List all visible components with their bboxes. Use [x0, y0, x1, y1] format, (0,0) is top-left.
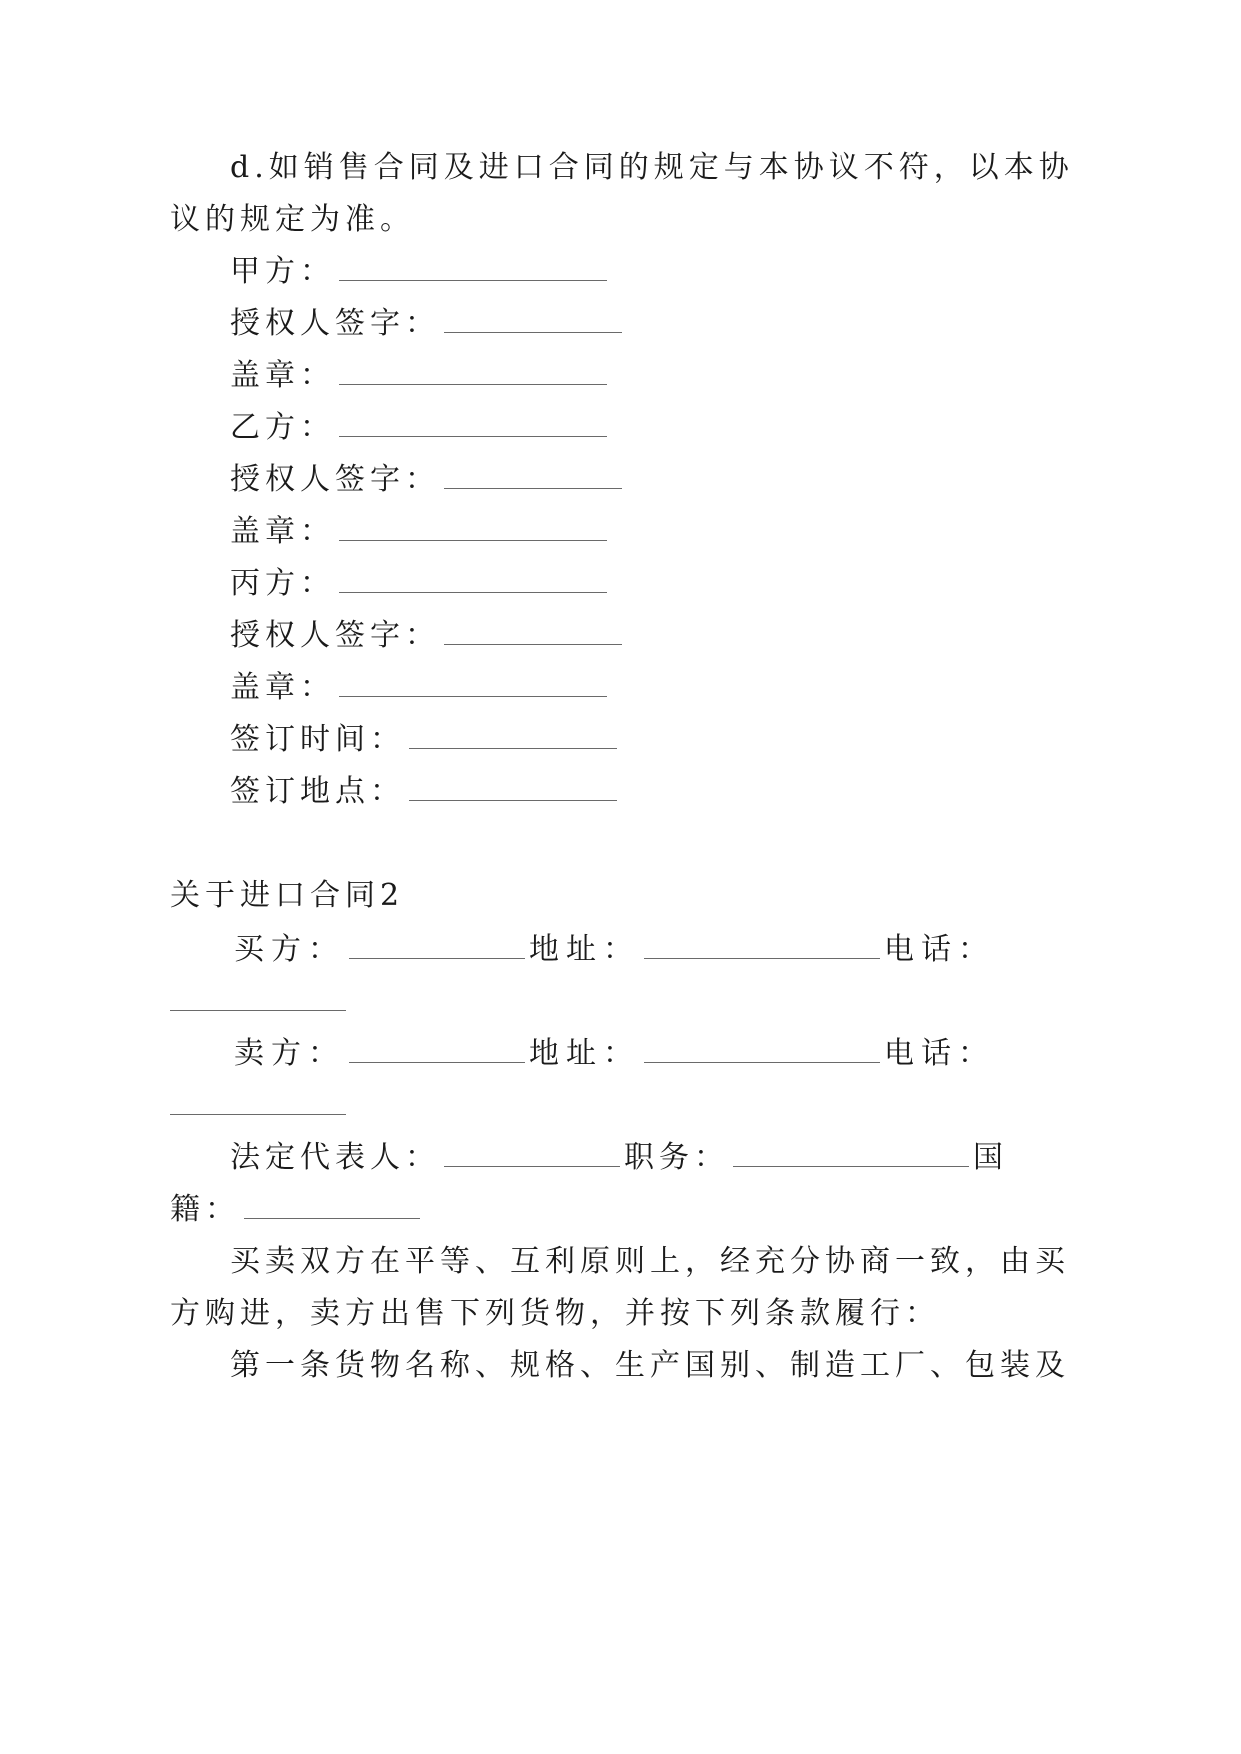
seller-line	[234, 1034, 995, 1074]
rep-label: 法定代表人：	[230, 1140, 440, 1175]
sig-label: 授权人签字：	[230, 306, 440, 341]
sig-date	[230, 720, 621, 760]
blank-line	[644, 1040, 880, 1063]
sig-label: 授权人签字：	[230, 618, 440, 653]
buyer-address-label: 地址：	[529, 932, 640, 967]
sig-authorized-b	[230, 460, 626, 500]
section-title: 关于进口合同2	[170, 878, 405, 913]
para-d-line-2: 议的规定为准。	[170, 202, 415, 237]
blank-line	[444, 310, 622, 333]
blank-line	[444, 466, 622, 489]
para-d-line-1: d.如销售合同及进口合同的规定与本协议不符，以本协	[230, 150, 1074, 185]
sig-place	[230, 772, 621, 812]
blank-line	[339, 258, 607, 281]
sig-seal-b	[230, 512, 611, 552]
sig-label: 盖章：	[230, 358, 335, 393]
blank-line	[733, 1144, 969, 1167]
blank-line	[444, 1144, 620, 1167]
blank-line	[339, 362, 607, 385]
seller-label: 卖方：	[234, 1036, 345, 1071]
para-intro-line-2: 方购进，卖方出售下列货物，并按下列条款履行：	[170, 1296, 940, 1331]
buyer-line	[234, 930, 995, 970]
blank-line	[244, 1196, 420, 1219]
blank-line	[349, 1040, 525, 1063]
article-1-line-1: 第一条货物名称、规格、生产国别、制造工厂、包装及	[230, 1348, 1070, 1383]
sig-authorized-a	[230, 304, 626, 344]
blank-line	[409, 726, 617, 749]
sig-label: 签订时间：	[230, 722, 405, 757]
sig-party-a	[230, 252, 611, 292]
blank-line	[409, 778, 617, 801]
sig-label: 授权人签字：	[230, 462, 440, 497]
buyer-label: 买方：	[234, 932, 345, 967]
blank-line	[644, 936, 880, 959]
blank-line	[339, 518, 607, 541]
blank-line	[339, 414, 607, 437]
rep-nation-label-2: 籍：	[170, 1192, 240, 1227]
seller-address-label: 地址：	[529, 1036, 640, 1071]
rep-line	[230, 1138, 1008, 1178]
sig-label: 乙方：	[230, 410, 335, 445]
buyer-phone-label: 电话：	[884, 932, 995, 967]
rep-nation-line	[170, 1190, 424, 1230]
sig-party-b	[230, 408, 611, 448]
sig-label: 盖章：	[230, 670, 335, 705]
blank-line	[339, 674, 607, 697]
sig-label: 盖章：	[230, 514, 335, 549]
sig-party-c	[230, 564, 611, 604]
rep-position-label: 职务：	[624, 1140, 729, 1175]
buyer-phone-blank	[170, 1008, 346, 1011]
sig-seal-a	[230, 356, 611, 396]
sig-label: 甲方：	[230, 254, 335, 289]
sig-authorized-c	[230, 616, 626, 656]
blank-line	[444, 622, 622, 645]
blank-line	[339, 570, 607, 593]
sig-label: 签订地点：	[230, 774, 405, 809]
blank-line	[349, 936, 525, 959]
para-intro-line-1: 买卖双方在平等、互利原则上，经充分协商一致，由买	[230, 1244, 1070, 1279]
rep-nation-label-1: 国	[973, 1140, 1008, 1175]
sig-seal-c	[230, 668, 611, 708]
sig-label: 丙方：	[230, 566, 335, 601]
seller-phone-blank	[170, 1112, 346, 1115]
seller-phone-label: 电话：	[884, 1036, 995, 1071]
